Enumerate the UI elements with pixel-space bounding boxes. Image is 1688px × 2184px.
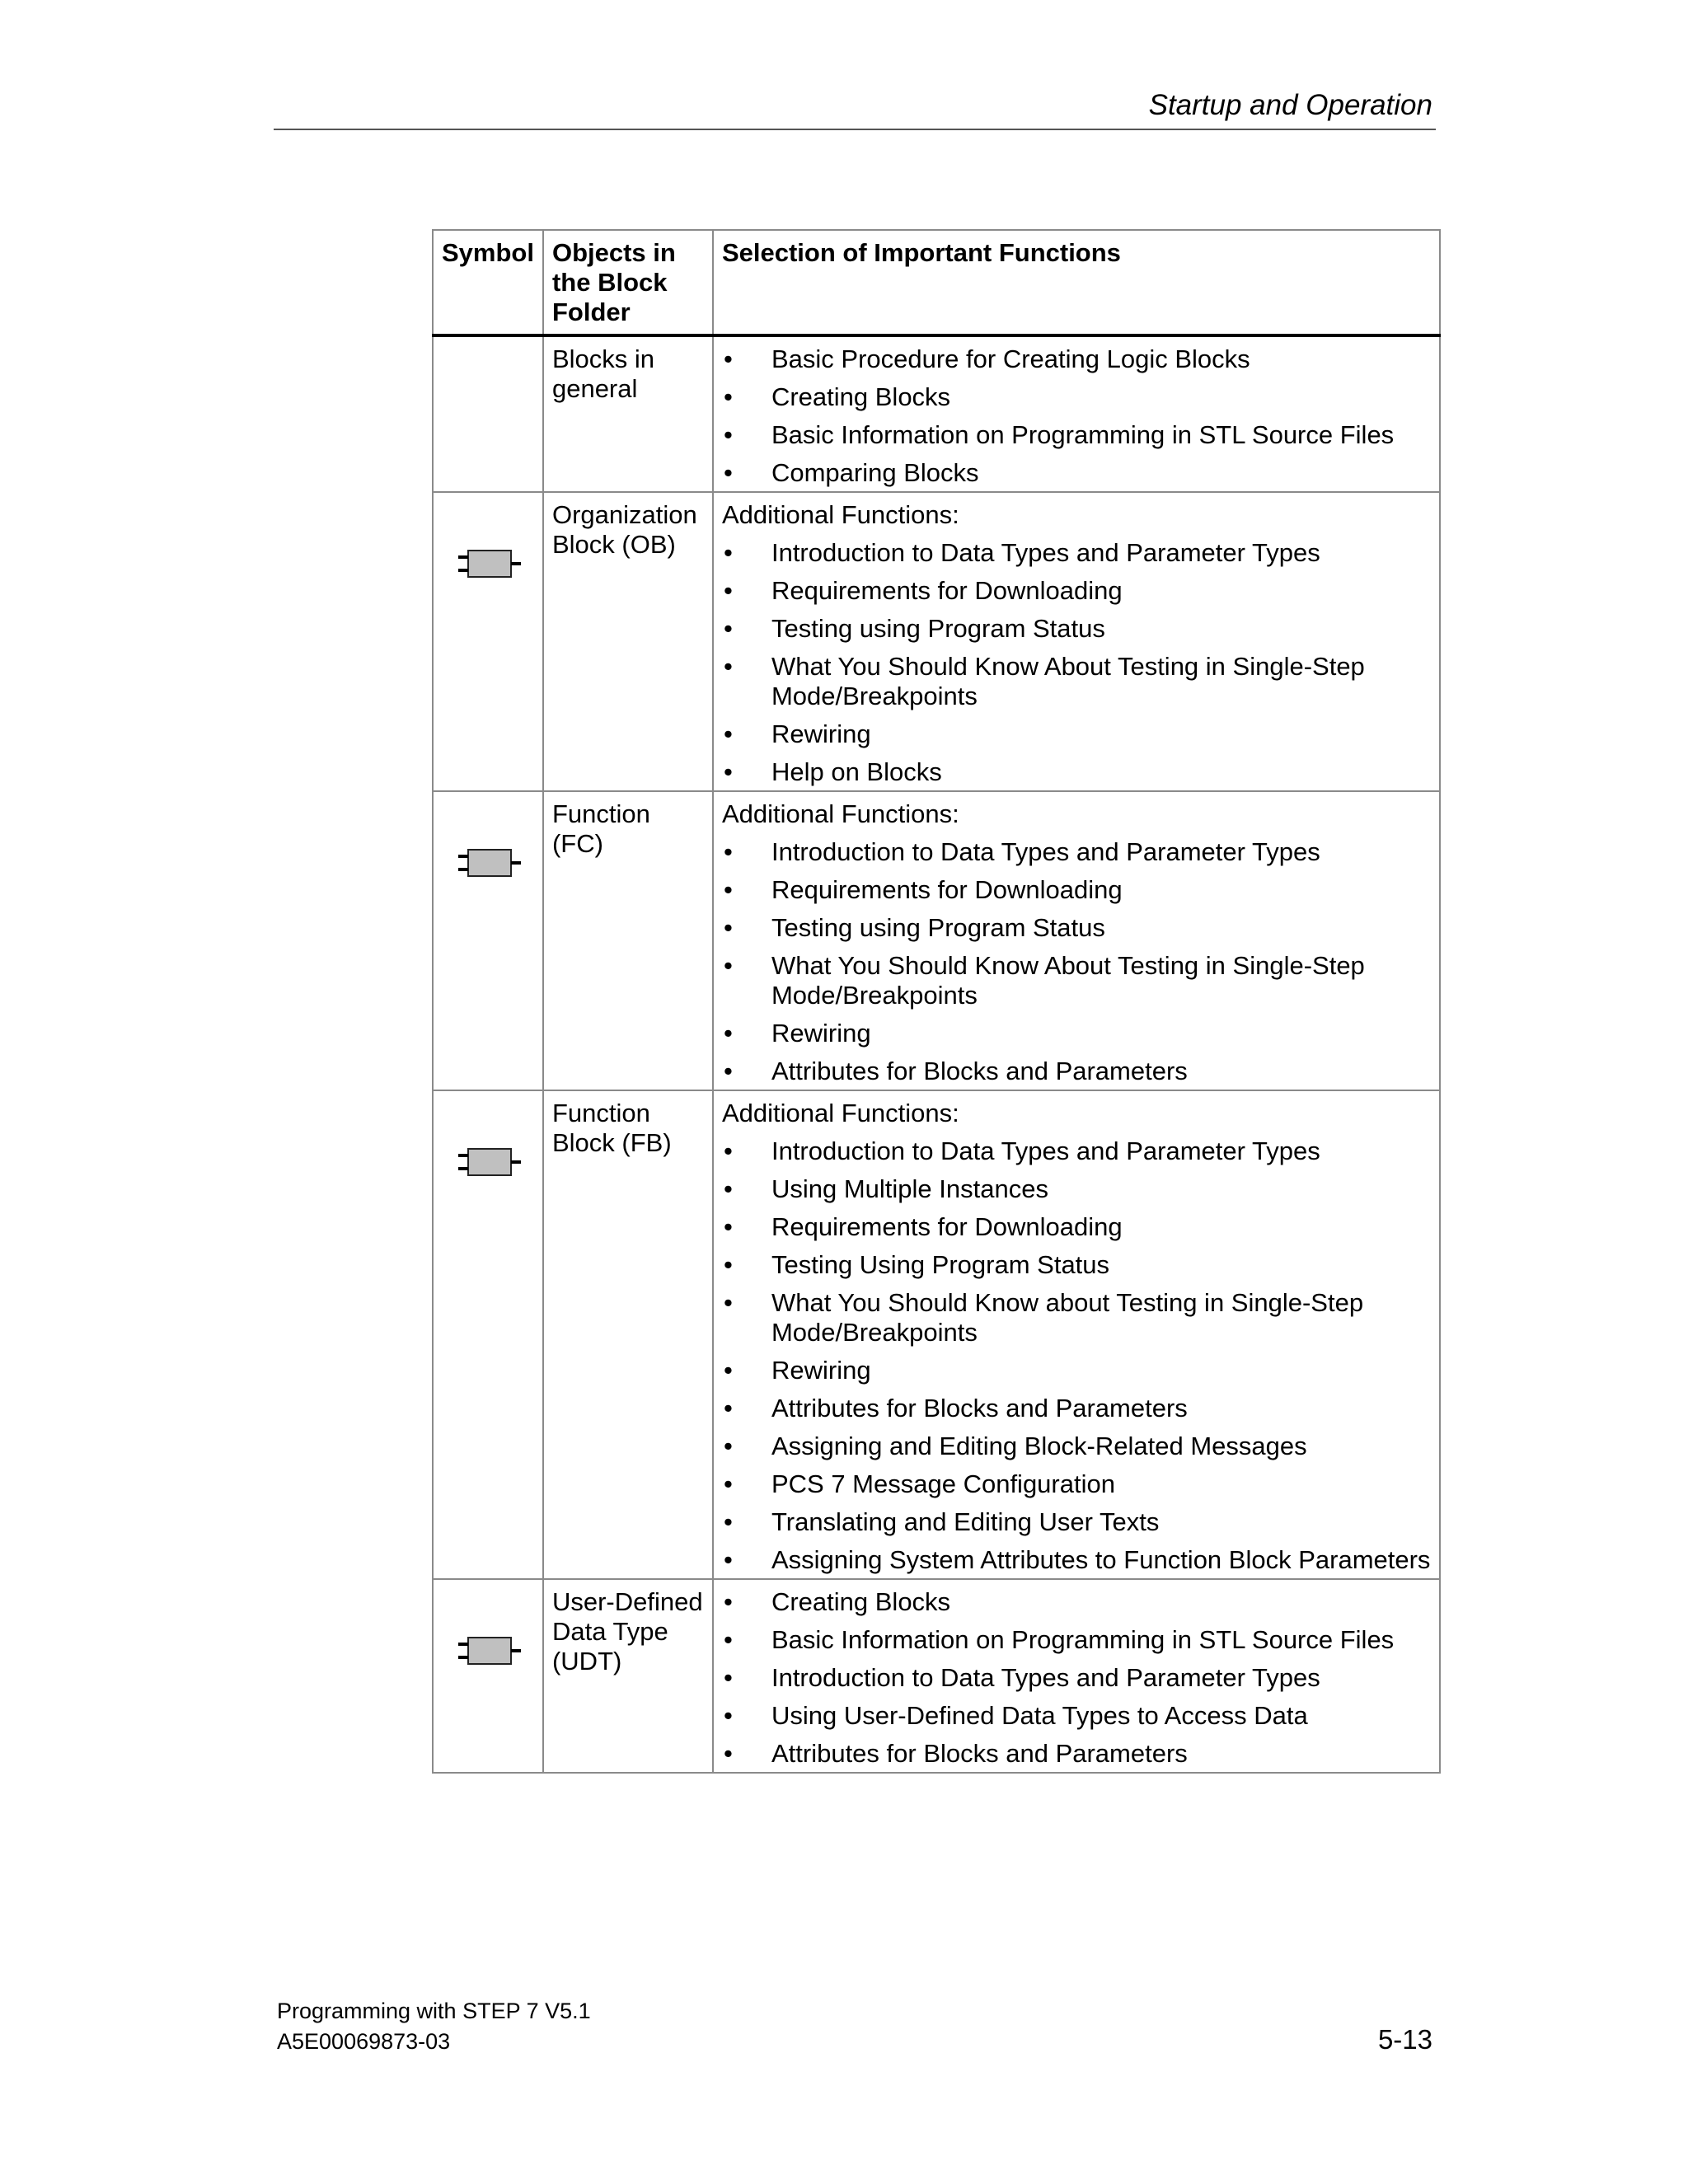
running-header: Startup and Operation — [1148, 89, 1432, 121]
function-list-item: • Translating and Editing User Texts — [722, 1507, 1431, 1537]
table-row — [433, 1090, 1440, 1579]
footer-title: Programming with STEP 7 V5.1 — [277, 1999, 591, 2023]
function-list-item: • Testing using Program Status — [722, 913, 1431, 943]
header-functions: Selection of Important Functions — [713, 230, 1440, 335]
object-name: Organization Block (OB) — [543, 492, 713, 791]
table-row — [433, 335, 1440, 492]
table-row — [433, 1579, 1440, 1773]
function-list-item: • Basic Information on Programming in STL Source Files — [722, 1625, 1431, 1655]
function-list-item: • Creating Blocks — [722, 382, 1431, 412]
function-list — [722, 1137, 1431, 1575]
footer-publication — [277, 1996, 591, 2057]
table-row — [433, 492, 1440, 791]
symbol-cell — [433, 492, 543, 791]
function-list-item: • Attributes for Blocks and Parameters — [722, 1057, 1431, 1086]
block-icon — [457, 1146, 523, 1179]
function-list-item: • Introduction to Data Types and Parameter Types — [722, 1663, 1431, 1693]
additional-functions-label: Additional Functions: — [721, 1099, 959, 1127]
symbol-cell — [433, 1090, 543, 1579]
header-rule — [274, 129, 1436, 130]
function-list-item: • What You Should Know about Testing in Single-Step Mode/Breakpoints — [722, 1288, 1431, 1347]
functions-cell — [713, 1090, 1440, 1579]
function-list-item: • Creating Blocks — [722, 1587, 1431, 1617]
table-header-row — [433, 230, 1440, 335]
function-list-item: • Comparing Blocks — [722, 458, 1431, 488]
symbol-cell — [433, 335, 543, 492]
functions-table — [432, 229, 1441, 1774]
function-list-item: • What You Should Know About Testing in Single-Step Mode/Breakpoints — [722, 951, 1431, 1010]
functions-cell — [713, 791, 1440, 1090]
functions-cell — [713, 335, 1440, 492]
object-name: Function Block (FB) — [543, 1090, 713, 1579]
function-list-item: • Assigning System Attributes to Function Block Parameters — [722, 1545, 1431, 1575]
function-list-item: • Rewiring — [722, 1019, 1431, 1048]
header-objects: Objects in the Block Folder — [543, 230, 713, 335]
object-name: Function (FC) — [543, 791, 713, 1090]
function-list-item: • Help on Blocks — [722, 757, 1431, 787]
block-icon — [457, 846, 523, 879]
function-list-item: • Requirements for Downloading — [722, 875, 1431, 905]
functions-cell — [713, 492, 1440, 791]
function-list-item: • Basic Information on Programming in STL Source Files — [722, 420, 1431, 450]
additional-functions-label: Additional Functions: — [721, 500, 959, 529]
page-number: 5-13 — [1377, 2024, 1432, 2055]
function-list-item: • PCS 7 Message Configuration — [722, 1469, 1431, 1499]
function-list — [722, 837, 1431, 1086]
function-list-item: • What You Should Know About Testing in Single-Step Mode/Breakpoints — [722, 652, 1431, 711]
function-list-item: • Basic Procedure for Creating Logic Blocks — [722, 344, 1431, 374]
function-list-item: • Attributes for Blocks and Parameters — [722, 1394, 1431, 1423]
symbol-cell — [433, 1579, 543, 1773]
function-list-item: • Requirements for Downloading — [722, 1212, 1431, 1242]
block-icon — [457, 547, 523, 580]
additional-functions-label: Additional Functions: — [721, 799, 959, 828]
function-list-item: • Requirements for Downloading — [722, 576, 1431, 606]
function-list-item: • Testing using Program Status — [722, 614, 1431, 644]
table-row — [433, 791, 1440, 1090]
symbol-cell — [433, 791, 543, 1090]
function-list-item: • Introduction to Data Types and Parameter Types — [722, 1137, 1431, 1166]
function-list-item: • Using Multiple Instances — [722, 1174, 1431, 1204]
function-list-item: • Attributes for Blocks and Parameters — [722, 1739, 1431, 1769]
header-symbol: Symbol — [433, 230, 543, 335]
function-list-item: • Assigning and Editing Block-Related Messages — [722, 1432, 1431, 1461]
function-list-item: • Using User-Defined Data Types to Access Data — [722, 1701, 1431, 1731]
function-list-item: • Rewiring — [722, 1356, 1431, 1385]
function-list — [722, 1587, 1431, 1769]
function-list — [722, 344, 1431, 488]
object-name: Blocks in general — [543, 335, 713, 492]
functions-cell — [713, 1579, 1440, 1773]
block-icon — [457, 1634, 523, 1667]
footer-doc-number: A5E00069873-03 — [277, 2029, 451, 2054]
object-name: User-Defined Data Type (UDT) — [543, 1579, 713, 1773]
function-list-item: • Rewiring — [722, 719, 1431, 749]
function-list-item: • Introduction to Data Types and Parameter Types — [722, 538, 1431, 568]
function-list-item: • Testing Using Program Status — [722, 1250, 1431, 1280]
function-list — [722, 538, 1431, 787]
function-list-item: • Introduction to Data Types and Parameter Types — [722, 837, 1431, 867]
